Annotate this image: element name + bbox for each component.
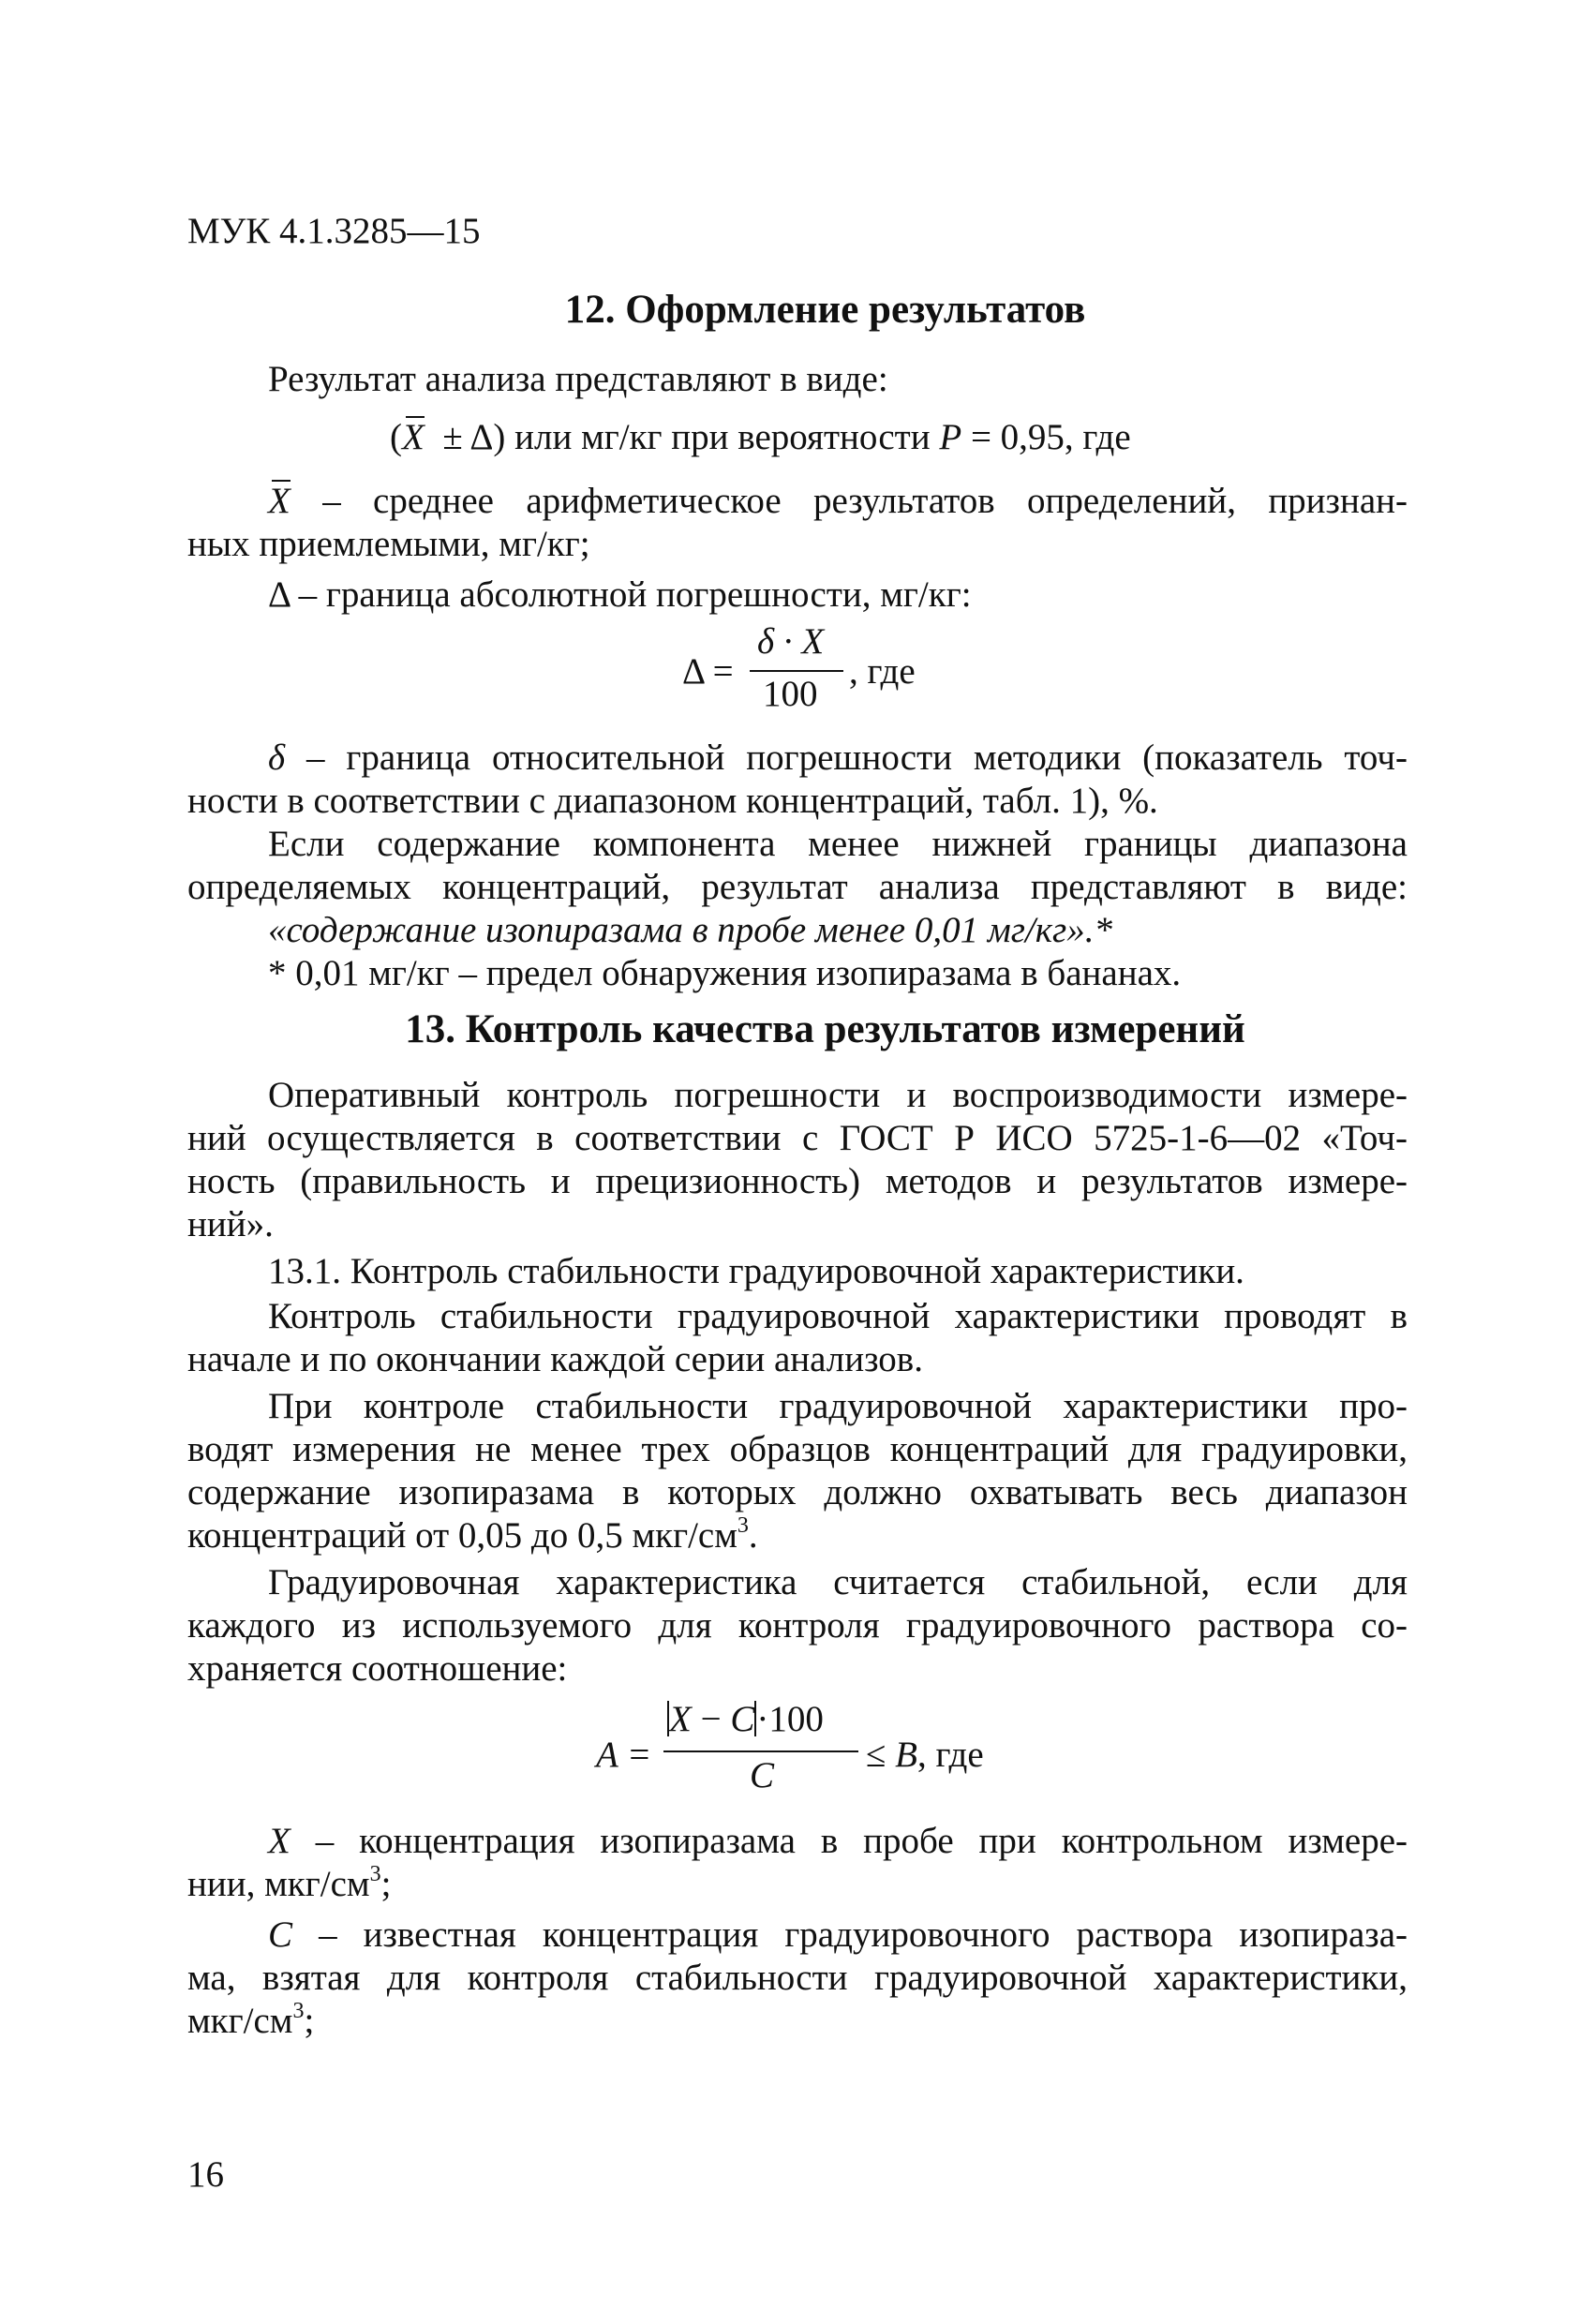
page-number: 16 — [187, 2154, 224, 2195]
para1-line1: Оперативный контроль погрешности и воспроизводимости измере- — [268, 1075, 1408, 1115]
xbar-definition-line2: ных приемлемыми, мг/кг; — [187, 524, 590, 564]
low-content-line2: определяемых концентраций, результат анализа представляют в виде: — [187, 867, 1408, 907]
para1-line2: ний осуществляется в соответствии с ГОСТ Р ИСО 5725-1-6—02 «Точ- — [187, 1118, 1408, 1158]
stability-formula-denominator: C — [750, 1755, 775, 1795]
delta-definition: Δ – граница абсолютной погрешности, мг/кг: — [268, 574, 972, 615]
xbar-definition-line1: X – среднее арифметическое результатов определений, признан- — [268, 478, 1408, 525]
x-definition-line2: нии, мкг/$см^3$; — [187, 1862, 392, 1904]
para2-line2: начале и по окончании каждой серии анализов. — [187, 1339, 923, 1379]
para4-line3: храняется соотношение: — [187, 1648, 568, 1689]
doc-code: МУК 4.1.3285—15 — [187, 211, 481, 251]
c-definition-line1: C – известная концентрация градуировочного раствора изопираза- — [268, 1914, 1408, 1955]
delta-formula-numerator: δ · X — [757, 621, 825, 662]
para2-line1: Контроль стабильности градуировочной характеристики проводят в — [268, 1296, 1408, 1336]
low-content-line1: Если содержание компонента менее нижней границы диапазона — [268, 824, 1408, 864]
para3-line2: водят измерения не менее трех образцов концентраций для градуировки, — [187, 1429, 1408, 1469]
delta-rel-definition-line1: δ – граница относительной погрешности методики (показатель точ- — [268, 737, 1408, 778]
para3-line1: При контроле стабильности градуировочной характеристики про- — [268, 1386, 1408, 1426]
section-13-title: 13. Контроль качества результатов измерений — [405, 1007, 1245, 1051]
para1-line4: ний». — [187, 1204, 274, 1244]
para1-line3: ность (правильность и прецизионность) методов и результатов измере- — [187, 1161, 1408, 1201]
section-12-intro: Результат анализа представляют в виде: — [268, 359, 888, 399]
para3-line4: концентраций от 0,05 до 0,5 мкг/$см^3$. — [187, 1513, 758, 1556]
c-definition-line2: ма, взятая для контроля стабильности градуировочной характеристики, — [187, 1958, 1408, 1998]
x-bar-symbol: X — [402, 414, 425, 461]
low-content-line3: «содержание изопиразама в пробе менее 0,01 мг/кг».* — [268, 910, 1112, 950]
footnote: * 0,01 мг/кг – предел обнаружения изопиразама в бананах. — [268, 953, 1182, 993]
para4-line1: Градуировочная характеристика считается стабильной, если для — [268, 1562, 1408, 1602]
subsection-13-1-title: 13.1. Контроль стабильности градуировочной характеристики. — [268, 1251, 1244, 1291]
c-definition-line3: мкг/$см^3$; — [187, 1999, 315, 2041]
stability-formula-numerator: X − C·100 — [669, 1699, 824, 1739]
para3-line3: содержание изопиразама в которых должно охватывать весь диапазон — [187, 1472, 1408, 1512]
result-formula-line: (X ± Δ) или мг/кг при вероятности P = 0,95, где — [390, 414, 1131, 461]
section-12-title: 12. Оформление результатов — [564, 288, 1086, 332]
delta-formula-denominator: 100 — [763, 674, 818, 714]
delta-rel-definition-line2: ности в соответствии с диапазоном концентраций, табл. 1), %. — [187, 781, 1158, 821]
para4-line2: каждого из используемого для контроля градуировочного раствора со- — [187, 1605, 1408, 1646]
document-page: МУК 4.1.3285—15 12. Оформление результатов Результат анализа представляют в виде: (X ± Δ) или мг/кг при вероятности P = 0,95, где X – среднее арифметическое результатов определений, признан- ных приемлемыми, мг/кг; Δ – граница абсолютной погрешности, мг/кг: Δ = δ · X 100 , где δ – граница относительной погрешности методики (показатель точ- ности в соответствии с диапазоном концентраций, табл. 1), %. Если содержание компонента менее нижней границы диапазона определяемых концентраций, результат анализа представляют в виде: «содержание изопиразама в пробе менее 0,01 мг/кг».* * 0,01 мг/кг – предел обнаружения изопиразама в бананах. 13. Контроль качества результатов измерений Оперативный контроль погрешности и воспроизводимости измере- ний осуществляется в соответствии с ГОСТ Р ИСО 5725-1-6—02 «Точ- ность (правильность и прецизионность) методов и результатов измере- ний». 13.1. Контроль стабильности градуировочной характеристики. Контроль стабильности градуировочной характеристики проводят в начале и по окончании каждой серии анализов. При контроле стабильности градуировочной характеристики про- водят измерения не менее трех образцов концентраций для градуировки, содержание изопиразама в которых должно охватывать весь диапазон концентраций от 0,05 до 0,5 мкг/$см^3$. Градуировочная характеристика считается стабильной, если для каждого из используемого для контроля градуировочного раствора со- храняется соотношение: A = X − C·100 C ≤ B, где X – концентрация изопиразама в пробе при контрольном измере- нии, мкг/$см^3$; C – известная концентрация градуировочного раствора изопираза- ма, взятая для контроля стабильности градуировочной характеристики, мкг/$см^3$; 16 — [0, 0, 1594, 2324]
x-definition-line1: X – концентрация изопиразама в пробе при контрольном измере- — [268, 1821, 1408, 1861]
